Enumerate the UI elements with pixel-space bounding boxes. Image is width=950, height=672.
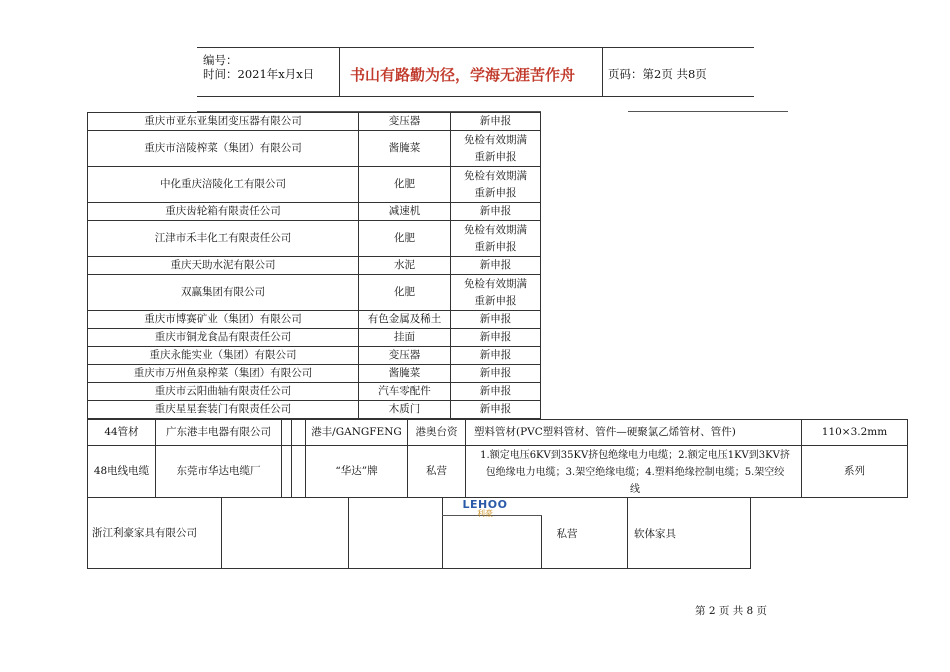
status-cell xyxy=(451,275,540,310)
product-cell: 水泥 xyxy=(394,259,415,271)
company-cell: 重庆市涪陵榨菜（集团）有限公司 xyxy=(144,142,302,154)
status-cell: 新申报 xyxy=(479,403,512,415)
product-cell: 减速机 xyxy=(388,205,421,217)
table-column-line xyxy=(540,112,541,419)
company-cell: 重庆市万州鱼泉榨菜（集团）有限公司 xyxy=(133,367,313,379)
company-cell: 双赢集团有限公司 xyxy=(181,286,265,298)
status-cell xyxy=(451,167,540,202)
product-cell: 汽车零配件 xyxy=(378,385,431,397)
row2-product-line3: 线 xyxy=(630,484,640,495)
row1-type: 港奥台资 xyxy=(415,426,458,438)
row1-product: 塑料管材(PVC塑料管材、管件—硬聚氯乙烯管材、管件) xyxy=(474,426,736,438)
status-cell: 新申报 xyxy=(479,313,512,325)
status-line-1: 免检有效期满 xyxy=(464,277,527,290)
row1-company: 广东港丰电器有限公司 xyxy=(166,426,271,438)
product-cell: 酱腌菜 xyxy=(388,142,421,154)
logo-text: LEHOO xyxy=(462,498,508,511)
row2-spec: 系列 xyxy=(844,465,865,477)
status-cell: 新申报 xyxy=(479,115,512,127)
header-motto: 书山有路勤为径，学海无涯苦作舟 xyxy=(350,66,576,84)
product-cell: 化肥 xyxy=(394,178,415,190)
product-cell: 酱腌菜 xyxy=(388,367,421,379)
row2-brand: “华达”牌 xyxy=(335,465,378,477)
page-indicator: 页码：第2页 共8页 xyxy=(608,67,707,81)
company-logo xyxy=(455,498,515,518)
logo-subtext: 利豪 xyxy=(477,509,493,518)
company-cell: 重庆星星套装门有限责任公司 xyxy=(154,403,292,415)
header-top-line xyxy=(197,47,754,48)
company-cell: 重庆市云阳曲轴有限责任公司 xyxy=(154,385,292,397)
status-line-1: 免检有效期满 xyxy=(464,133,527,146)
row1-spec: 110×3.2mm xyxy=(821,426,888,438)
product-cell: 挂面 xyxy=(394,331,415,343)
product-cell: 化肥 xyxy=(394,232,415,244)
company-cell: 重庆市亚东亚集团变压器有限公司 xyxy=(144,115,302,127)
header-divider-1 xyxy=(339,47,340,97)
product-cell: 化肥 xyxy=(394,286,415,298)
company-cell: 江津市禾丰化工有限责任公司 xyxy=(154,232,292,244)
row1-code: 44管材 xyxy=(104,426,139,438)
company-cell: 重庆永能实业（集团）有限公司 xyxy=(149,349,297,361)
footer-page-number: 第 2 页 共 8 页 xyxy=(695,605,768,617)
row2-product-line1: 1.额定电压6KV到35KV挤包绝缘电力电缆；2.额定电压1KV到3KV挤 xyxy=(480,450,790,461)
status-cell xyxy=(451,221,540,256)
document-number-label: 编号： xyxy=(203,53,238,67)
status-cell: 新申报 xyxy=(479,259,512,271)
status-line-2: 重新申报 xyxy=(474,150,517,163)
row3-type: 私营 xyxy=(556,527,578,540)
row2-type: 私营 xyxy=(426,465,447,477)
status-line-1: 免检有效期满 xyxy=(464,223,527,236)
status-line-1: 免检有效期满 xyxy=(464,169,527,182)
product-cell: 变压器 xyxy=(388,349,421,361)
product-cell: 木质门 xyxy=(388,403,421,415)
header-bottom-line xyxy=(197,96,754,97)
row2-product xyxy=(470,447,800,498)
product-cell: 有色金属及稀土 xyxy=(367,313,442,325)
status-cell: 新申报 xyxy=(479,331,512,343)
header-rule-right xyxy=(628,111,788,112)
status-cell: 新申报 xyxy=(479,367,512,379)
status-cell xyxy=(451,131,540,166)
row3-company: 浙江利豪家具有限公司 xyxy=(92,526,197,539)
row2-product-line2: 包绝缘电力电缆；3.架空绝缘电缆；4.塑料绝缘控制电缆；5.架空绞 xyxy=(485,467,785,478)
row1-brand: 港丰/GANGFENG xyxy=(311,426,402,438)
document-time-label: 时间：2021年x月x日 xyxy=(203,67,315,81)
status-line-2: 重新申报 xyxy=(474,240,517,253)
status-cell: 新申报 xyxy=(479,205,512,217)
status-cell: 新申报 xyxy=(479,385,512,397)
company-cell: 重庆市铜龙食品有限责任公司 xyxy=(154,331,292,343)
status-line-2: 重新申报 xyxy=(474,294,517,307)
row2-company: 东莞市华达电缆厂 xyxy=(176,465,261,477)
company-cell: 重庆天助水泥有限公司 xyxy=(170,259,276,271)
company-cell: 重庆齿轮箱有限责任公司 xyxy=(165,205,281,217)
status-line-2: 重新申报 xyxy=(474,186,517,199)
status-cell: 新申报 xyxy=(479,349,512,361)
product-cell: 变压器 xyxy=(388,115,421,127)
header-divider-2 xyxy=(602,47,603,97)
row3-product: 软体家具 xyxy=(634,527,676,540)
company-cell: 重庆市博赛矿业（集团）有限公司 xyxy=(144,313,302,325)
company-cell: 中化重庆涪陵化工有限公司 xyxy=(160,178,286,190)
row2-code: 48电线电缆 xyxy=(93,465,150,477)
